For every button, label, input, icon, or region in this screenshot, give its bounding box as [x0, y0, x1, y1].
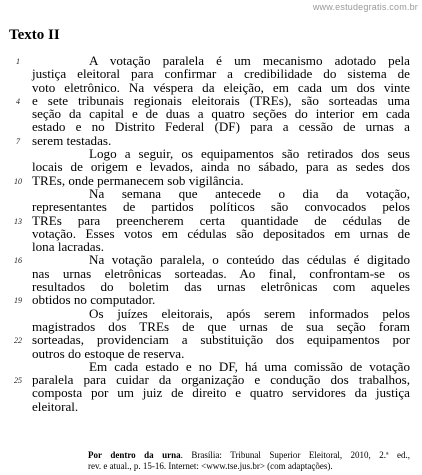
text-line	[0, 67, 422, 80]
line-number: 7	[16, 136, 20, 146]
line-text: A votação paralela é um mecanismo adotado pela	[89, 53, 410, 68]
text-line	[0, 253, 422, 266]
source-line-1	[88, 450, 410, 461]
line-text: e sete tribunais regionais eleitorais (TREs), são sorteadas uma	[32, 92, 410, 108]
line-text: TREs, onde permanecem sob vigilância.	[32, 172, 244, 188]
line-text: seção da capital e de duas a quatro seções do interior em cada	[32, 106, 410, 122]
line-text: obtidos no computador.	[32, 292, 156, 308]
line-number: 4	[16, 96, 20, 106]
source-line-2: rev. e atual., p. 15-16. Internet: <www.tse.jus.br> (com adaptações).	[88, 461, 333, 471]
source-title: Por dentro da urna	[88, 450, 181, 460]
line-text: outros do estoque de reserva.	[32, 345, 185, 361]
line-text: sorteadas, providenciam a substituição dos equipamentos por	[32, 332, 410, 348]
text-line	[0, 81, 422, 94]
text-line	[0, 360, 422, 373]
line-text: nas urnas eletrônicas sorteadas. Ao final, confrontam-se os	[32, 265, 410, 281]
text-line	[0, 293, 422, 306]
source-details: . Brasília: Tribunal Superior Eleitoral, 2010, 2.ª ed.,	[180, 450, 410, 460]
line-text: Na semana que antecede o dia da votação,	[89, 185, 410, 201]
line-number: 16	[14, 256, 22, 266]
line-text: Os juízes eleitorais, após serem informados pelos	[89, 305, 410, 321]
text-line	[0, 307, 422, 320]
line-text: paralela para cuidar da organização e condução dos trabalhos,	[32, 372, 410, 388]
line-text: composta por um juiz de direito e quatro servidores da justiça	[32, 385, 410, 401]
line-number: 13	[14, 216, 22, 226]
text-line	[0, 280, 422, 293]
text-line	[0, 94, 422, 107]
line-number: 10	[14, 176, 22, 186]
line-text: resultados do boletim das urnas eletrônicas com aqueles	[32, 279, 410, 295]
line-text: Em cada estado e no DF, há uma comissão de votação	[89, 358, 410, 374]
line-text: eleitoral.	[32, 398, 79, 414]
text-line	[0, 187, 422, 200]
line-number: 1	[16, 57, 20, 66]
line-text: voto eletrônico. Na véspera da eleição, em cada um dos vinte	[32, 79, 410, 95]
text-line	[0, 134, 422, 147]
text-line	[0, 386, 422, 399]
text-line	[0, 120, 422, 133]
text-line	[0, 200, 422, 213]
line-number: 19	[14, 296, 22, 306]
source-citation	[88, 450, 410, 472]
line-text: Logo a seguir, os equipamentos são retirados dos seus	[89, 146, 410, 162]
text-line	[0, 174, 422, 187]
text-title: Texto II	[9, 27, 60, 43]
text-line	[0, 240, 422, 253]
line-text: magistrados dos TREs de que urnas de sua seção foram	[32, 318, 410, 334]
text-line	[0, 227, 422, 240]
line-text: Na votação paralela, o conteúdo das cédulas é digitado	[89, 252, 410, 268]
text-line	[0, 320, 422, 333]
line-text: locais de origem e levados, ainda no sábado, para as sedes dos	[32, 159, 410, 175]
text-line	[0, 400, 422, 413]
text-body	[0, 54, 422, 413]
text-line	[0, 214, 422, 227]
text-line	[0, 54, 422, 67]
text-line	[0, 373, 422, 386]
text-line	[0, 347, 422, 360]
line-text: representantes de partidos políticos são convocados pelos	[32, 199, 410, 215]
text-line	[0, 147, 422, 160]
text-line	[0, 107, 422, 120]
watermark: www.estudegratis.com.br	[312, 2, 418, 12]
line-text: lona lacradas.	[32, 239, 104, 255]
line-number: 25	[14, 376, 22, 386]
line-text: justiça eleitoral para confirmar a credibilidade do sistema de	[32, 66, 410, 82]
line-text: serem testadas.	[32, 132, 112, 148]
text-line	[0, 333, 422, 346]
line-number: 22	[14, 336, 22, 346]
line-text: TREs para preencherem certa quantidade de cédulas de	[32, 212, 410, 228]
text-line	[0, 267, 422, 280]
line-text: votação. Esses votos em cédulas são depositados em urnas de	[32, 225, 410, 241]
text-line	[0, 160, 422, 173]
line-text: estado e no Distrito Federal (DF) para a cessão de urnas a	[32, 119, 410, 135]
